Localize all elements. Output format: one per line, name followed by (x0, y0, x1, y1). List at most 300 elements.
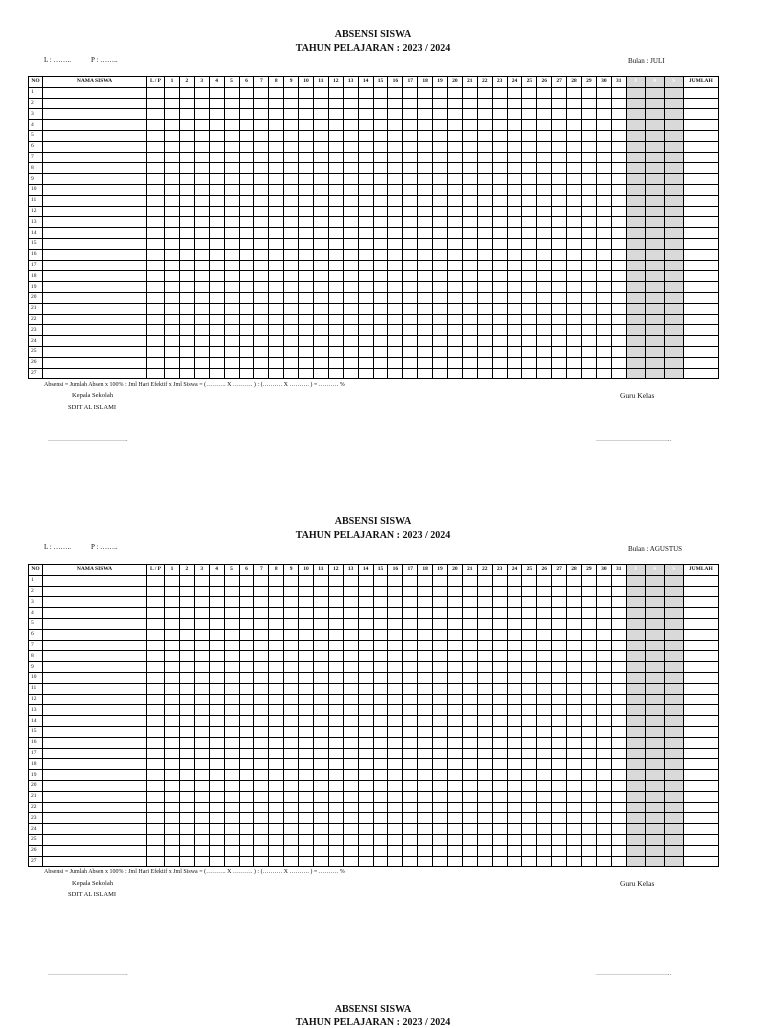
table-cell (492, 662, 507, 673)
row-number: 10 (29, 672, 43, 683)
table-cell (388, 780, 403, 791)
table-cell (447, 346, 462, 357)
table-cell (581, 716, 596, 727)
table-cell (522, 195, 537, 206)
table-cell (403, 780, 418, 791)
table-cell (596, 260, 611, 271)
table-cell (358, 608, 373, 619)
table-cell (43, 228, 147, 239)
table-cell (254, 120, 269, 131)
table-cell (343, 726, 358, 737)
table-cell (194, 705, 209, 716)
table-cell (284, 346, 299, 357)
table-cell (507, 174, 522, 185)
table-cell (254, 98, 269, 109)
table-cell (626, 694, 645, 705)
table-cell (224, 174, 239, 185)
table-cell (645, 249, 664, 260)
table-cell (462, 109, 477, 120)
table-cell (299, 357, 314, 368)
table-cell (552, 87, 567, 98)
table-cell (179, 163, 194, 174)
principal-label: Kepala Sekolah (72, 392, 113, 399)
table-cell (194, 856, 209, 867)
table-cell (552, 184, 567, 195)
table-cell (269, 716, 284, 727)
table-cell (567, 759, 582, 770)
table-cell (239, 206, 254, 217)
table-cell (664, 770, 683, 781)
table-cell (358, 629, 373, 640)
table-cell (328, 130, 343, 141)
table-cell (284, 120, 299, 131)
table-cell (165, 130, 180, 141)
table-cell (645, 282, 664, 293)
table-cell (645, 770, 664, 781)
table-cell (147, 737, 165, 748)
table-cell (43, 856, 147, 867)
table-cell (537, 705, 552, 716)
table-cell (418, 249, 433, 260)
attendance-formula: Absensi = Jumlah Absen x 100% : Jml Hari Efektif x Jml Siswa = (………. X ………. ) : (………. X ………. ) = ………. % (44, 382, 345, 388)
month-label: Bulan : JULI (628, 57, 665, 65)
table-cell (343, 260, 358, 271)
table-cell (388, 575, 403, 586)
table-cell (567, 314, 582, 325)
table-cell (645, 303, 664, 314)
table-cell (522, 98, 537, 109)
row-number: 20 (29, 780, 43, 791)
table-cell (165, 597, 180, 608)
table-cell (581, 770, 596, 781)
table-cell (403, 759, 418, 770)
table-cell (313, 303, 328, 314)
table-cell (388, 174, 403, 185)
table-cell (284, 683, 299, 694)
table-cell (313, 845, 328, 856)
table-cell (194, 770, 209, 781)
table-cell (492, 672, 507, 683)
table-cell (269, 662, 284, 673)
table-cell (418, 608, 433, 619)
table-cell (328, 238, 343, 249)
table-cell (224, 357, 239, 368)
table-cell (224, 694, 239, 705)
table-cell (664, 705, 683, 716)
table-cell (626, 716, 645, 727)
principal-label: Kepala Sekolah (72, 880, 113, 887)
column-header: 7 (254, 77, 269, 88)
table-cell (611, 228, 626, 239)
table-cell (552, 260, 567, 271)
table-cell (299, 759, 314, 770)
table-cell (477, 325, 492, 336)
table-cell (224, 716, 239, 727)
table-cell (447, 791, 462, 802)
table-cell (194, 228, 209, 239)
table-cell (224, 575, 239, 586)
column-header: NO (29, 565, 43, 576)
table-cell (165, 748, 180, 759)
table-cell (522, 249, 537, 260)
table-cell (43, 368, 147, 379)
table-cell (209, 651, 224, 662)
table-cell (552, 249, 567, 260)
table-cell (313, 640, 328, 651)
table-cell (581, 759, 596, 770)
table-cell (683, 98, 718, 109)
table-cell (507, 586, 522, 597)
column-header: 8 (269, 77, 284, 88)
table-cell (269, 228, 284, 239)
table-cell (147, 184, 165, 195)
table-cell (507, 303, 522, 314)
table-cell (313, 217, 328, 228)
table-cell (611, 834, 626, 845)
table-cell (43, 845, 147, 856)
row-number: 12 (29, 206, 43, 217)
table-cell (328, 726, 343, 737)
table-cell (403, 249, 418, 260)
table-cell (507, 271, 522, 282)
table-cell (179, 357, 194, 368)
table-cell (433, 705, 448, 716)
table-cell (254, 292, 269, 303)
table-cell (254, 813, 269, 824)
table-cell (403, 238, 418, 249)
table-cell (581, 303, 596, 314)
row-number: 20 (29, 292, 43, 303)
table-cell (403, 813, 418, 824)
table-cell (418, 152, 433, 163)
table-cell (462, 228, 477, 239)
table-cell (611, 716, 626, 727)
table-cell (492, 759, 507, 770)
table-cell (433, 694, 448, 705)
table-cell (507, 662, 522, 673)
table-cell (299, 152, 314, 163)
table-cell (507, 802, 522, 813)
table-cell (507, 130, 522, 141)
table-cell (358, 346, 373, 357)
table-cell (596, 109, 611, 120)
table-cell (418, 726, 433, 737)
table-cell (596, 856, 611, 867)
table-cell (165, 759, 180, 770)
table-cell (447, 163, 462, 174)
row-number: 4 (29, 120, 43, 131)
table-cell (147, 813, 165, 824)
table-cell (433, 130, 448, 141)
table-cell (43, 716, 147, 727)
table-cell (239, 608, 254, 619)
table-cell (522, 282, 537, 293)
table-cell (447, 575, 462, 586)
table-cell (299, 683, 314, 694)
table-cell (403, 292, 418, 303)
table-cell (596, 271, 611, 282)
table-cell (626, 98, 645, 109)
table-cell (418, 856, 433, 867)
table-cell (611, 640, 626, 651)
table-cell (664, 152, 683, 163)
table-cell (596, 770, 611, 781)
table-cell (239, 705, 254, 716)
table-cell (645, 346, 664, 357)
table-cell (462, 640, 477, 651)
table-cell (581, 618, 596, 629)
table-cell (552, 292, 567, 303)
table-cell (418, 716, 433, 727)
table-cell (43, 694, 147, 705)
table-cell (664, 662, 683, 673)
table-cell (433, 238, 448, 249)
table-cell (492, 705, 507, 716)
table-cell (165, 271, 180, 282)
table-cell (567, 726, 582, 737)
table-cell (43, 195, 147, 206)
table-cell (567, 271, 582, 282)
table-cell (328, 845, 343, 856)
table-cell (313, 780, 328, 791)
table-cell (165, 608, 180, 619)
table-cell (299, 651, 314, 662)
table-cell (373, 292, 388, 303)
table-cell (403, 824, 418, 835)
table-cell (522, 238, 537, 249)
table-cell (626, 249, 645, 260)
table-cell (537, 759, 552, 770)
table-cell (596, 238, 611, 249)
table-cell (373, 174, 388, 185)
table-cell (447, 292, 462, 303)
table-cell (507, 597, 522, 608)
table-cell (507, 249, 522, 260)
table-cell (611, 238, 626, 249)
table-cell (611, 737, 626, 748)
table-cell (552, 109, 567, 120)
row-number: 14 (29, 716, 43, 727)
table-cell (388, 672, 403, 683)
table-cell (299, 87, 314, 98)
table-cell (537, 802, 552, 813)
row-number: 11 (29, 683, 43, 694)
table-cell (373, 813, 388, 824)
table-cell (358, 716, 373, 727)
table-cell (328, 575, 343, 586)
table-cell (239, 618, 254, 629)
table-cell (626, 368, 645, 379)
table-cell (462, 271, 477, 282)
table-cell (388, 705, 403, 716)
table-cell (567, 694, 582, 705)
table-cell (462, 618, 477, 629)
table-cell (567, 748, 582, 759)
table-cell (664, 87, 683, 98)
table-cell (477, 716, 492, 727)
table-cell (522, 575, 537, 586)
table-cell (683, 357, 718, 368)
table-cell (683, 575, 718, 586)
table-cell (552, 737, 567, 748)
table-cell (269, 184, 284, 195)
table-cell (313, 597, 328, 608)
table-cell (537, 575, 552, 586)
table-cell (284, 130, 299, 141)
male-count: L : …….. (44, 56, 71, 64)
table-cell (537, 780, 552, 791)
table-cell (388, 357, 403, 368)
table-cell (239, 217, 254, 228)
table-cell (447, 325, 462, 336)
table-cell (358, 748, 373, 759)
column-header: 11 (313, 565, 328, 576)
table-cell (343, 694, 358, 705)
table-cell (507, 716, 522, 727)
table-cell (626, 597, 645, 608)
column-header: 16 (388, 565, 403, 576)
table-cell (611, 152, 626, 163)
table-cell (477, 791, 492, 802)
table-cell (373, 802, 388, 813)
table-cell (664, 737, 683, 748)
table-cell (313, 759, 328, 770)
sheet-year: TAHUN PELAJARAN : 2023 / 2024 (295, 1017, 451, 1028)
table-cell (358, 845, 373, 856)
table-cell (239, 152, 254, 163)
table-row (29, 174, 719, 185)
table-cell (343, 120, 358, 131)
table-cell (194, 292, 209, 303)
sheet-title: ABSENSI SISWA (334, 516, 412, 527)
table-cell (209, 662, 224, 673)
table-cell (433, 325, 448, 336)
row-number: 3 (29, 109, 43, 120)
table-cell (254, 141, 269, 152)
table-cell (269, 314, 284, 325)
table-cell (433, 292, 448, 303)
table-cell (611, 618, 626, 629)
table-cell (433, 726, 448, 737)
table-cell (664, 120, 683, 131)
table-cell (507, 195, 522, 206)
row-number: 14 (29, 228, 43, 239)
table-cell (596, 141, 611, 152)
table-cell (269, 292, 284, 303)
table-cell (269, 217, 284, 228)
table-cell (418, 303, 433, 314)
table-cell (313, 683, 328, 694)
table-cell (299, 824, 314, 835)
table-cell (418, 87, 433, 98)
table-cell (611, 163, 626, 174)
table-cell (645, 206, 664, 217)
table-row (29, 325, 719, 336)
row-number: 25 (29, 834, 43, 845)
table-cell (507, 791, 522, 802)
table-cell (596, 346, 611, 357)
table-cell (433, 303, 448, 314)
table-cell (462, 802, 477, 813)
table-cell (209, 303, 224, 314)
table-cell (284, 109, 299, 120)
table-cell (373, 98, 388, 109)
table-cell (433, 249, 448, 260)
table-cell (165, 575, 180, 586)
table-cell (165, 206, 180, 217)
column-header: 19 (433, 565, 448, 576)
table-cell (567, 662, 582, 673)
table-cell (507, 618, 522, 629)
table-cell (507, 705, 522, 716)
table-cell (373, 120, 388, 131)
table-cell (581, 163, 596, 174)
table-cell (611, 217, 626, 228)
table-cell (596, 130, 611, 141)
table-cell (522, 705, 537, 716)
table-cell (224, 802, 239, 813)
table-cell (664, 748, 683, 759)
table-cell (328, 802, 343, 813)
table-row (29, 206, 719, 217)
column-header: A (645, 565, 664, 576)
table-cell (418, 824, 433, 835)
table-cell (596, 780, 611, 791)
table-cell (209, 780, 224, 791)
table-cell (358, 575, 373, 586)
table-cell (239, 780, 254, 791)
column-header: 4 (209, 565, 224, 576)
table-cell (537, 228, 552, 239)
table-cell (179, 791, 194, 802)
table-cell (299, 813, 314, 824)
table-cell (299, 748, 314, 759)
table-cell (433, 368, 448, 379)
table-cell (596, 759, 611, 770)
table-cell (596, 737, 611, 748)
table-cell (522, 87, 537, 98)
table-cell (179, 260, 194, 271)
table-cell (147, 791, 165, 802)
table-cell (313, 206, 328, 217)
table-cell (179, 292, 194, 303)
table-cell (522, 336, 537, 347)
table-cell (447, 141, 462, 152)
table-cell (358, 694, 373, 705)
table-cell (147, 152, 165, 163)
table-cell (462, 662, 477, 673)
table-cell (313, 271, 328, 282)
table-cell (343, 824, 358, 835)
table-cell (522, 694, 537, 705)
table-row (29, 629, 719, 640)
table-cell (209, 672, 224, 683)
table-cell (403, 770, 418, 781)
table-cell (611, 748, 626, 759)
table-cell (147, 780, 165, 791)
table-cell (567, 184, 582, 195)
table-cell (269, 672, 284, 683)
table-cell (224, 608, 239, 619)
table-cell (581, 249, 596, 260)
table-cell (403, 184, 418, 195)
table-cell (254, 737, 269, 748)
row-number: 25 (29, 346, 43, 357)
table-cell (462, 141, 477, 152)
table-cell (358, 109, 373, 120)
row-number: 22 (29, 802, 43, 813)
table-cell (179, 120, 194, 131)
